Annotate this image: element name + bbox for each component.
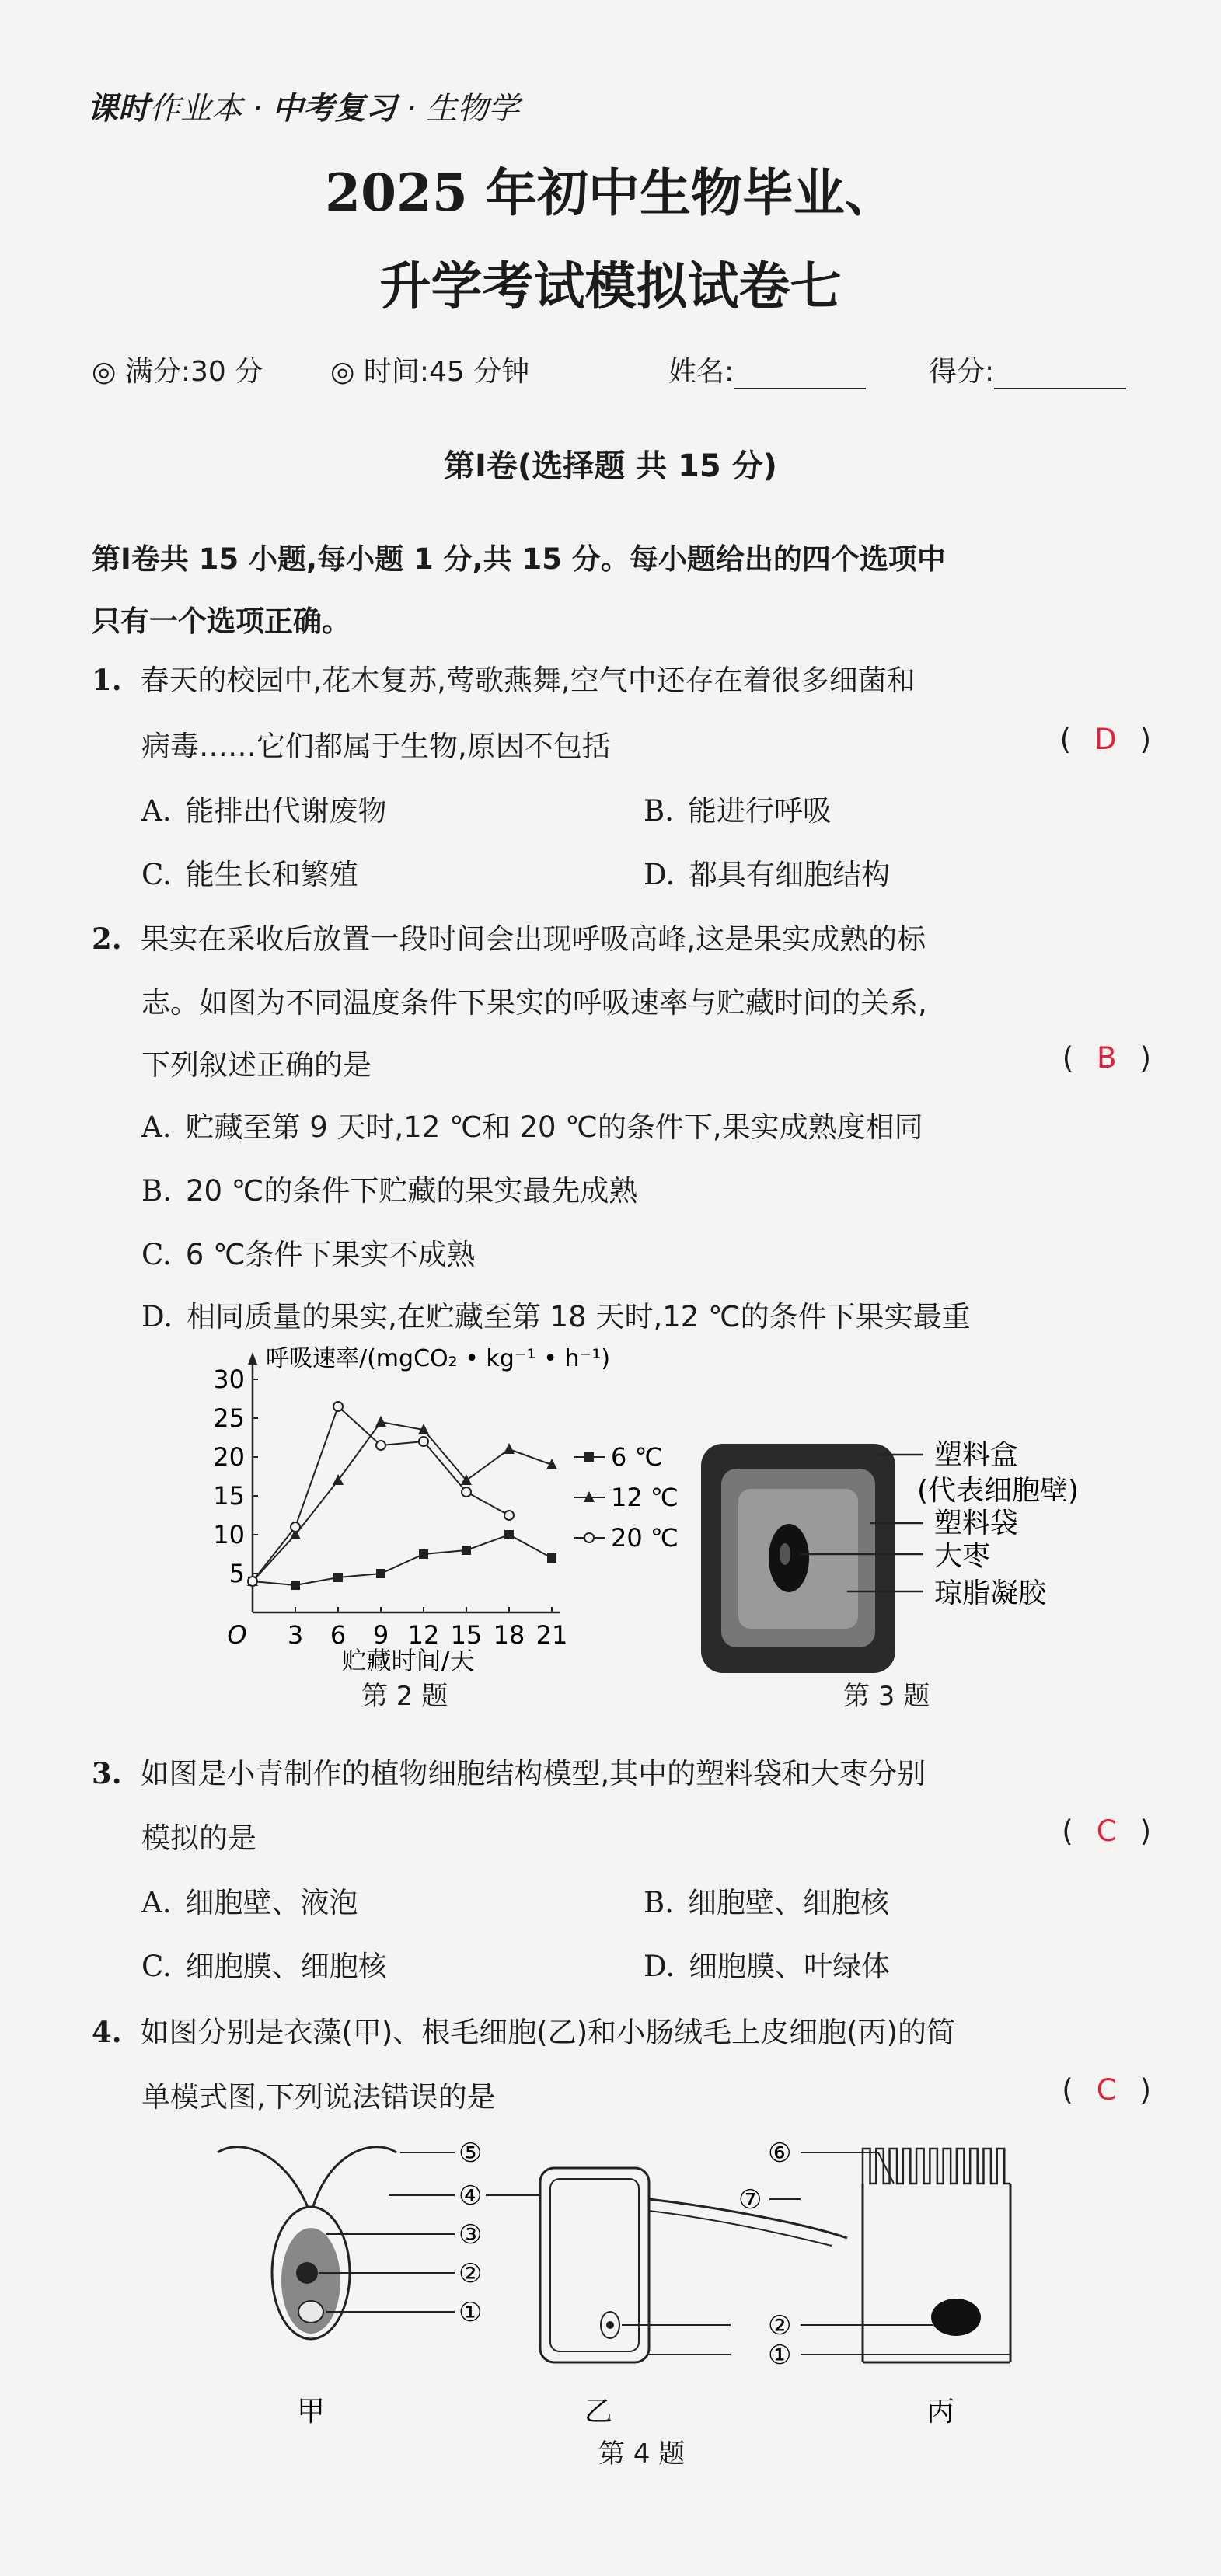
q4-number: 4. [92,2015,122,2049]
q4-answer: ( C ) [1062,2073,1151,2107]
jia-label-1: ① [459,2297,483,2328]
q3-answer: ( C ) [1062,1814,1151,1848]
header-sep2: · [396,91,427,127]
q2-option-c[interactable]: C. 6 ℃条件下果实不成熟 [141,1238,476,1271]
label-agar: 琼脂凝胶 [934,1577,1047,1609]
data-point-0 [462,1546,471,1555]
y-tick-label: 10 [213,1520,245,1549]
x-axis-label: 贮藏时间/天 [341,1646,475,1675]
data-point-0 [291,1581,300,1590]
label-cell-wall-note: (代表细胞壁) [917,1475,1080,1507]
label-plastic-bag: 塑料袋 [934,1508,1019,1539]
cell-name-bing: 丙 [926,2396,955,2428]
section-intro [92,528,1164,653]
root-hair-cell [540,2168,847,2362]
data-point-0 [504,1530,514,1539]
q2-answer: ( B ) [1062,1041,1151,1075]
bing-label-2: ② [768,2310,792,2341]
fig2-caption: 第 2 题 [361,1681,448,1712]
y-tick-label: 5 [229,1559,245,1588]
q1-line2: 病毒……它们都属于生物,原因不包括 [141,730,611,763]
q1-option-c[interactable]: C. 能生长和繁殖 [141,858,358,891]
fig4-caption: 第 4 题 [598,2438,686,2470]
q3-option-d[interactable]: D. 细胞膜、叶绿体 [644,1950,891,1983]
x-tick-label: O [227,1620,247,1650]
header-part4: 生物学 [426,91,520,127]
fig3-caption: 第 3 题 [843,1681,930,1712]
flagellum-right [311,2147,396,2215]
x-tick-label: 21 [535,1620,568,1650]
data-point-2 [462,1487,471,1497]
full-score: ◎ 满分:30 分 [92,356,263,388]
q1-option-d[interactable]: D. 都具有细胞结构 [644,858,891,891]
score-blank[interactable] [994,364,1126,389]
q2-answer-letter: B [1097,1041,1117,1075]
data-point-1 [375,1416,386,1427]
legend-label: 6 ℃ [611,1442,663,1472]
q2-number: 2. [92,922,122,956]
header-sep1: · [242,91,273,127]
jia-label-5: ⑤ [459,2138,483,2169]
q2-text1: 果实在采收后放置一段时间会出现呼吸高峰,这是果实成熟的标 [140,922,926,956]
q4-answer-letter: C [1096,2073,1117,2107]
data-point-2 [248,1577,257,1586]
x-tick-label: 12 [407,1620,440,1650]
q3-text1: 如图是小青制作的植物细胞结构模型,其中的塑料袋和大枣分别 [140,1757,926,1790]
intro-line2: 只有一个选项正确。 [92,605,351,638]
header-part3: 中考复习 [272,91,397,127]
q1-option-a[interactable]: A. 能排出代谢废物 [141,794,387,828]
q4-line2: 单模式图,下列说法错误的是 [141,2080,496,2114]
q1-text1: 春天的校园中,花木复苏,莺歌燕舞,空气中还存在着很多细菌和 [140,664,916,697]
q2-line3: 下列叙述正确的是 [141,1048,372,1082]
name-blank[interactable] [734,364,866,389]
q2-line2: 志。如图为不同温度条件下果实的呼吸速率与贮藏时间的关系, [141,986,927,1020]
q3-option-b[interactable]: B. 细胞壁、细胞核 [644,1886,889,1919]
book-header [87,84,519,128]
exam-title-line1: 2025 年初中生物毕业、 [325,162,896,223]
bing-label-6: ⑥ [768,2138,792,2169]
y-axis-label: 呼吸速率/(mgCO₂ • kg⁻¹ • h⁻¹) [266,1345,611,1372]
time-limit: ◎ 时间:45 分钟 [330,356,530,388]
q1-answer-letter: D [1094,723,1117,756]
cell-name-yi: 乙 [584,2396,613,2428]
score-label: 得分: [929,356,995,388]
q2-option-a[interactable]: A. 贮藏至第 9 天时,12 ℃和 20 ℃的条件下,果实成熟度相同 [141,1110,923,1144]
data-point-2 [504,1511,514,1520]
series-line-1 [253,1422,552,1581]
x-tick-label: 18 [493,1620,525,1650]
cell-membrane-bing [863,2184,1010,2362]
q2-option-b[interactable]: B. 20 ℃的条件下贮藏的果实最先成熟 [141,1174,638,1208]
legend-marker [584,1452,594,1462]
jia-label-3: ③ [459,2219,483,2250]
series-line-0 [253,1535,552,1585]
legend-label: 12 ℃ [611,1483,679,1512]
y-tick-label: 30 [213,1365,245,1394]
q2-line1 [92,915,926,957]
q3-line2: 模拟的是 [141,1821,256,1855]
y-tick-label: 25 [213,1403,245,1433]
q3-number: 3. [92,1756,122,1790]
name-field [668,350,866,389]
q4-line1 [92,2009,955,2051]
x-tick-label: 6 [330,1620,347,1650]
cell-model-figure [684,1430,1150,1686]
q1-option-b[interactable]: B. 能进行呼吸 [644,794,832,828]
flagellum-left [218,2147,311,2215]
nucleus-jia [296,2262,318,2284]
cell-name-jia: 甲 [296,2396,326,2428]
legend-marker [584,1533,594,1542]
header-part1: 课时 [87,91,149,127]
jia-label-4: ④ [459,2180,483,2212]
data-point-2 [333,1402,343,1411]
q1-number: 1. [92,663,122,697]
q3-answer-letter: C [1096,1814,1117,1848]
data-point-0 [376,1569,385,1578]
section-title: 第Ⅰ卷(选择题 共 15 分) [444,448,777,484]
data-point-2 [376,1441,385,1450]
legend-label: 20 ℃ [611,1523,679,1553]
q4-text1: 如图分别是衣藻(甲)、根毛细胞(乙)和小肠绒毛上皮细胞(丙)的简 [140,2016,956,2049]
label-jujube: 大枣 [934,1540,991,1572]
q1-answer: ( D ) [1059,723,1151,756]
data-point-0 [419,1549,428,1559]
q2-option-d[interactable]: D. 相同质量的果实,在贮藏至第 18 天时,12 ℃的条件下果实最重 [141,1300,971,1333]
exam-title-line2: 升学考试模拟试卷七 [379,256,842,316]
intestinal-epithelial-cell [863,2149,1010,2362]
bing-label-1: ① [768,2340,792,2371]
jujube-highlight [780,1543,790,1565]
respiration-rate-chart [210,1344,679,1710]
nucleus-bing [931,2299,981,2336]
data-point-2 [419,1437,428,1446]
data-point-0 [547,1553,556,1563]
q1-line1 [92,657,916,699]
pyrenoid-jia [298,2301,323,2323]
chlamydomonas-cell [218,2147,396,2339]
q3-option-a[interactable]: A. 细胞壁、液泡 [141,1886,358,1919]
q3-line1 [92,1750,926,1792]
label-plastic-box: 塑料盒 [934,1439,1019,1471]
x-tick-label: 3 [287,1620,304,1650]
data-point-2 [291,1522,300,1532]
data-point-0 [333,1573,343,1582]
cell-diagrams-figure [210,2121,1034,2448]
x-tick-label: 15 [450,1620,483,1650]
jia-label-2: ② [459,2258,483,2289]
x-tick-label: 9 [372,1620,389,1650]
name-label: 姓名: [668,356,734,388]
header-part2: 作业本 [149,91,242,127]
intro-line1: 第Ⅰ卷共 15 小题,每小题 1 分,共 15 分。每小题给出的四个选项中 [92,542,946,576]
y-tick-label: 20 [213,1442,245,1472]
data-point-1 [504,1443,515,1454]
y-axis-arrow [248,1352,257,1365]
score-field [929,350,1126,389]
q3-option-c[interactable]: C. 细胞膜、细胞核 [141,1950,387,1983]
bing-label-7: ⑦ [738,2184,762,2215]
y-tick-label: 15 [213,1481,245,1511]
